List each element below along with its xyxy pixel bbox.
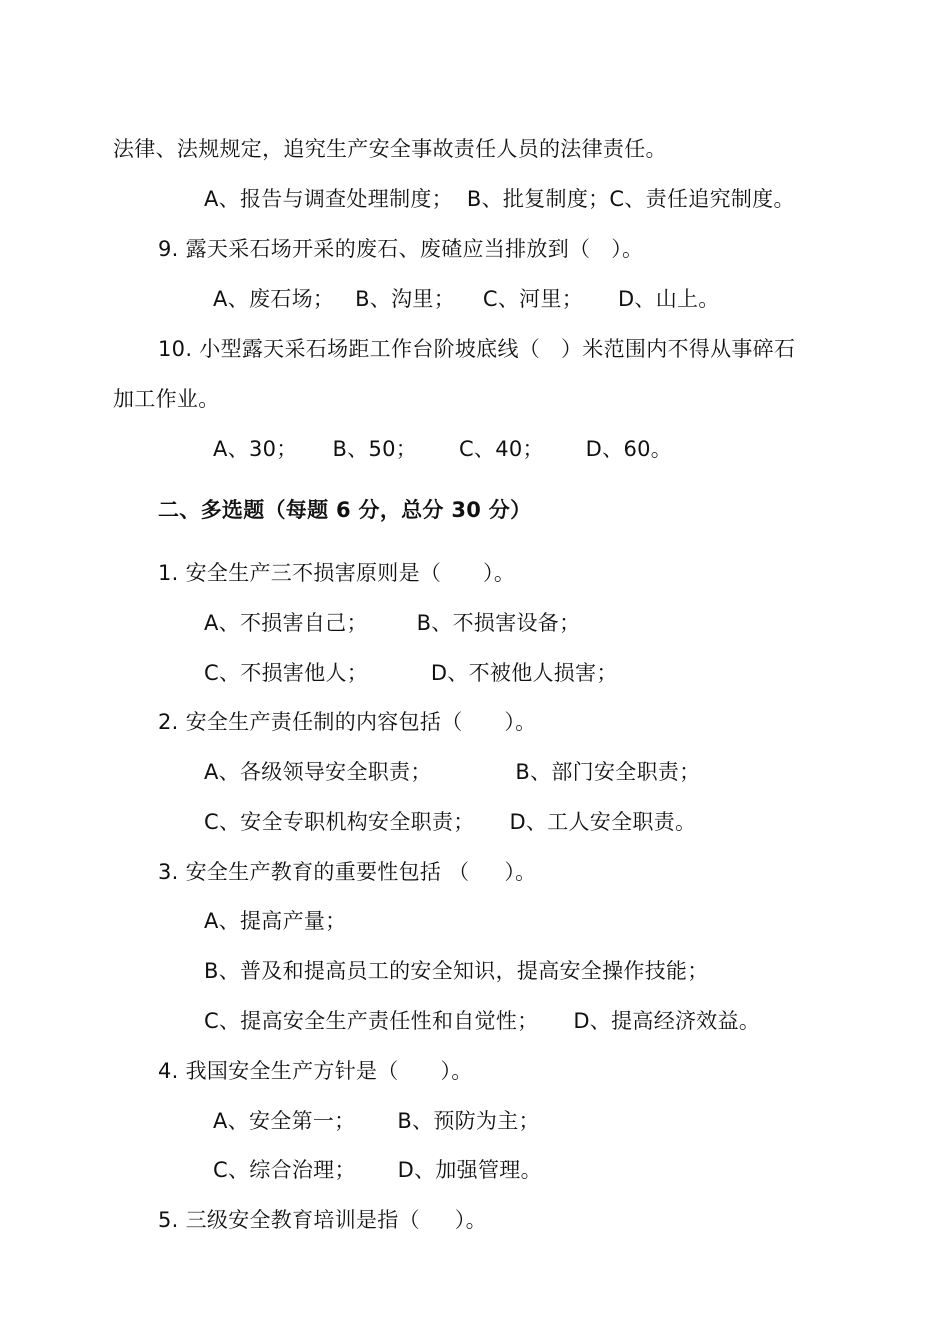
option-line: C、提高安全生产责任性和自觉性； D、提高经济效益。 <box>204 1009 761 1033</box>
option-line: A、报告与调查处理制度； B、批复制度；C、责任追究制度。 <box>204 187 795 211</box>
question-4: 4. 我国安全生产方针是（ ）。 <box>158 1059 473 1083</box>
text-line-continuation: 加工作业。 <box>113 387 220 411</box>
option-line: A、30； B、50； C、40； D、60。 <box>213 437 673 461</box>
option-line: A、各级领导安全职责； B、部门安全职责； <box>204 760 701 784</box>
text-line-1: 法律、法规规定，追究生产安全事故责任人员的法律责任。 <box>113 137 667 161</box>
option-line: C、安全专职机构安全职责； D、工人安全职责。 <box>204 810 697 834</box>
option-line: C、不损害他人； D、不被他人损害； <box>204 661 618 685</box>
question-5: 5. 三级安全教育培训是指（ ）。 <box>158 1208 487 1232</box>
option-line: C、综合治理； D、加强管理。 <box>213 1158 542 1182</box>
option-line: A、安全第一； B、预防为主； <box>213 1109 540 1133</box>
question-1: 1. 安全生产三不损害原则是（ ）。 <box>158 561 516 585</box>
question-3: 3. 安全生产教育的重要性包括 （ ）。 <box>158 860 537 884</box>
option-line: A、提高产量； <box>204 909 347 933</box>
option-line: A、废石场； B、沟里； C、河里； D、山上。 <box>213 287 720 311</box>
question-2: 2. 安全生产责任制的内容包括（ ）。 <box>158 710 537 734</box>
question-10: 10. 小型露天采石场距工作台阶坡底线（ ）米范围内不得从事碎石 <box>158 337 796 361</box>
question-9: 9. 露天采石场开采的废石、废碴应当排放到（ ）。 <box>158 237 644 261</box>
option-line: A、不损害自己； B、不损害设备； <box>204 611 581 635</box>
section-heading: 二、多选题（每题 6 分，总分 30 分） <box>158 498 532 522</box>
option-line: B、普及和提高员工的安全知识，提高安全操作技能； <box>204 959 709 983</box>
